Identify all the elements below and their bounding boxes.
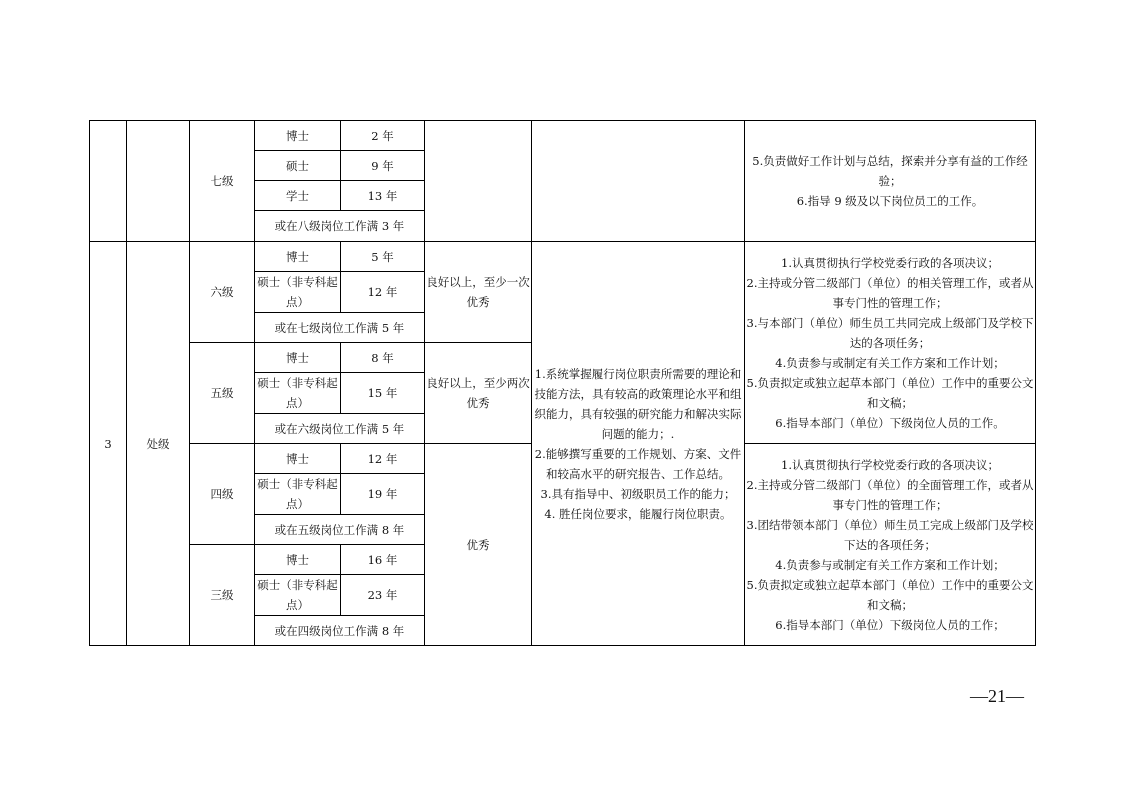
level-cell: 六级 xyxy=(190,242,255,343)
years-cell: 13 年 xyxy=(341,181,425,211)
duty-line: 3.与本部门（单位）师生员工共同完成上级部门及学校下达的各项任务； xyxy=(746,315,1034,350)
degree-cell: 硕士（非专科起点） xyxy=(255,272,341,313)
degree-cell: 学士 xyxy=(255,181,341,211)
ability-line: 1.系统掌握履行岗位职责所需要的理论和技能方法，具有较高的政策理论水平和组织能力，具有较强的研究能力和解决实际问题的能力；. xyxy=(534,366,742,441)
duty-line: 6.指导本部门（单位）下级岗位人员的工作。 xyxy=(775,415,1005,430)
degree-cell: 博士 xyxy=(255,444,341,474)
years-cell: 16 年 xyxy=(341,545,425,575)
assessment-cell: 良好以上，至少一次优秀 xyxy=(425,242,532,343)
ability-cell xyxy=(532,242,745,646)
alt-condition-cell: 或在四级岗位工作满 8 年 xyxy=(255,616,425,646)
duty-line: 2.主持或分管二级部门（单位）的相关管理工作，或者从事专门性的管理工作； xyxy=(746,275,1034,310)
assessment-cell xyxy=(425,121,532,242)
years-cell: 19 年 xyxy=(341,474,425,515)
degree-cell: 硕士（非专科起点） xyxy=(255,575,341,616)
duty-line: 2.主持或分管二级部门（单位）的全面管理工作，或者从事专门性的管理工作； xyxy=(746,477,1034,512)
ability-line: 4. 胜任岗位要求，能履行岗位职责。 xyxy=(544,506,732,521)
index-cell: 3 xyxy=(90,242,127,646)
duties-cell xyxy=(745,121,1036,242)
category-cell: 处级 xyxy=(127,242,190,646)
level-cell: 七级 xyxy=(190,121,255,242)
duty-line: 1.认真贯彻执行学校党委行政的各项决议； xyxy=(781,255,999,270)
duty-line: 3.团结带领本部门（单位）师生员工完成上级部门及学校下达的各项任务； xyxy=(746,517,1034,552)
duty-line: 4.负责参与或制定有关工作方案和工作计划； xyxy=(775,355,1005,370)
duty-line: 1.认真贯彻执行学校党委行政的各项决议； xyxy=(781,457,999,472)
years-cell: 8 年 xyxy=(341,343,425,373)
duty-line: 5.负责拟定或独立起草本部门（单位）工作中的重要公文和文稿； xyxy=(746,577,1034,612)
duty-line: 4.负责参与或制定有关工作方案和工作计划； xyxy=(775,557,1005,572)
ability-cell xyxy=(532,121,745,242)
alt-condition-cell: 或在八级岗位工作满 3 年 xyxy=(255,211,425,242)
index-cell xyxy=(90,121,127,242)
category-cell xyxy=(127,121,190,242)
level-cell: 五级 xyxy=(190,343,255,444)
duties-cell xyxy=(745,242,1036,444)
years-cell: 15 年 xyxy=(341,373,425,414)
degree-cell: 硕士 xyxy=(255,151,341,181)
degree-cell: 硕士（非专科起点） xyxy=(255,373,341,414)
requirements-table xyxy=(89,120,1036,646)
duty-line: 5.负责做好工作计划与总结，探索并分享有益的工作经验； xyxy=(752,154,1028,188)
duty-line: 5.负责拟定或独立起草本部门（单位）工作中的重要公文和文稿； xyxy=(746,375,1034,410)
assessment-cell: 优秀 xyxy=(425,444,532,646)
years-cell: 5 年 xyxy=(341,242,425,272)
years-cell: 2 年 xyxy=(341,121,425,151)
degree-cell: 博士 xyxy=(255,343,341,373)
degree-cell: 博士 xyxy=(255,545,341,575)
years-cell: 23 年 xyxy=(341,575,425,616)
years-cell: 12 年 xyxy=(341,444,425,474)
years-cell: 9 年 xyxy=(341,151,425,181)
duties-cell xyxy=(745,444,1036,646)
duty-line: 6.指导 9 级及以下岗位员工的工作。 xyxy=(796,194,984,208)
level-cell: 四级 xyxy=(190,444,255,545)
duty-line: 6.指导本部门（单位）下级岗位人员的工作； xyxy=(775,617,1005,632)
degree-cell: 博士 xyxy=(255,121,341,151)
alt-condition-cell: 或在七级岗位工作满 5 年 xyxy=(255,313,425,343)
assessment-cell: 良好以上，至少两次优秀 xyxy=(425,343,532,444)
degree-cell: 博士 xyxy=(255,242,341,272)
degree-cell: 硕士（非专科起点） xyxy=(255,474,341,515)
level-cell: 三级 xyxy=(190,545,255,646)
alt-condition-cell: 或在六级岗位工作满 5 年 xyxy=(255,414,425,444)
ability-line: 2.能够撰写重要的工作规划、方案、文件和较高水平的研究报告、工作总结。 xyxy=(534,446,742,481)
page-number: —21— xyxy=(970,686,1024,706)
years-cell: 12 年 xyxy=(341,272,425,313)
alt-condition-cell: 或在五级岗位工作满 8 年 xyxy=(255,515,425,545)
ability-line: 3.具有指导中、初级职员工作的能力； xyxy=(540,486,736,501)
